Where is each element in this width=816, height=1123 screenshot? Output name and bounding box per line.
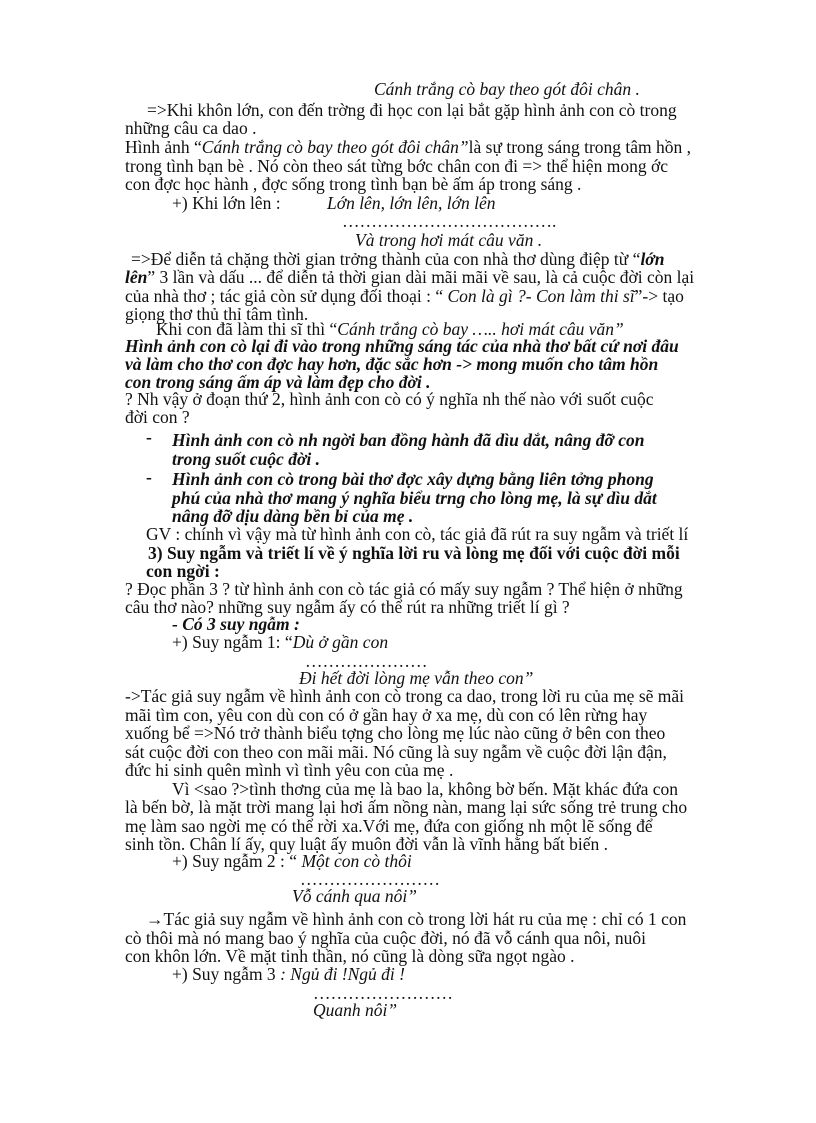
paragraph-line: giọng thơ thủ thỉ tâm tình. (125, 304, 309, 324)
paragraph-line: con khôn lớn. Về mặt tinh thần, nó cũng là dòng sữa ngọt ngào . (125, 946, 575, 966)
ellipsis-line: …………………… (313, 983, 453, 1003)
emphasis-line: con trong sáng ấm áp và làm đẹp cho đời . (125, 372, 431, 392)
paragraph-line: mãi tìm con, yêu con dù con có ở gần hay ở xa mẹ, dù con có lên rừng hay (125, 705, 648, 725)
paragraph-line: =>Khi khôn lớn, con đến trờng đi học con lại bắt gặp hình ảnh con cò trong (147, 100, 677, 120)
ellipsis-line: ………………… (305, 651, 428, 671)
paragraph-line: +) Suy ngẫm 1: “Dù ở gần con (172, 632, 389, 652)
paragraph-line: +) Suy ngẫm 3 : Ngủ đi !Ngủ đi ! (172, 964, 405, 984)
poem-line: Lớn lên, lớn lên, lớn lên (327, 193, 496, 213)
paragraph-line: là bến bờ, là mặt trời mang lại hơi ấm nồng nàn, mang lại sức sống trẻ trung cho (125, 797, 688, 817)
bullet-line: trong suốt cuộc đời . (172, 449, 320, 469)
subheading: - Có 3 suy ngẫm : (172, 614, 300, 634)
question-line: đời con ? (125, 407, 190, 427)
bullet-line: phú của nhà thơ mang ý nghĩa biểu trng cho lòng mẹ, là sự dìu dắt (172, 488, 657, 508)
bullet-line: Hình ảnh con cò nh ngời ban đồng hành đã dìu dắt, nâng đỡ con (172, 430, 645, 450)
ellipsis-line: …………………… (300, 869, 440, 889)
paragraph-line: con đợc học hành , đợc sống trong tình bạn bè ấm áp trong sáng . (125, 174, 582, 194)
bullet-line: nâng đỡ dịu dàng bền bỉ của mẹ . (172, 506, 414, 526)
poem-line: Cánh trắng cò bay theo gót đôi chân . (374, 79, 640, 99)
paragraph-line: +) Khi lớn lên : (172, 193, 281, 213)
paragraph-line: lên” 3 lần và dấu ... để diễn tả thời gian dài mãi mãi về sau, là cả cuộc đời còn lại (125, 267, 695, 287)
paragraph-line: →Tác giả suy ngẫm về hình ảnh con cò trong lời hát ru của mẹ : chỉ có 1 con (146, 909, 687, 929)
ellipsis-line: ………………………………. (342, 211, 557, 231)
question-line: ? Đọc phần 3 ? từ hình ảnh con cò tác giả có mấy suy ngẫm ? Thể hiện ở những (125, 579, 683, 599)
paragraph-line: =>Để diễn tả chặng thời gian trởng thành của con nhà thơ dùng điệp từ “lớn (131, 249, 665, 269)
paragraph-line: trong tình bạn bè . Nó còn theo sát từng bớc chân con đi => thể hiện mong ớc (125, 156, 668, 176)
paragraph-line: của nhà thơ ; tác giả còn sử dụng đối thoại : “ Con là gì ?- Con làm thi sĩ”-> tạo (125, 286, 684, 306)
paragraph-line: sát cuộc đời con theo con mãi mãi. Nó cũng là suy ngẫm về cuộc đời lận đận, (125, 742, 667, 762)
section-heading: con ngời : (146, 561, 220, 581)
paragraph-line: GV : chính vì vậy mà từ hình ảnh con cò, tác giả đã rút ra suy ngẫm và triết lí (146, 524, 689, 544)
paragraph-line: +) Suy ngẫm 2 : “ Một con cò thôi (172, 851, 412, 871)
bullet-marker: - (146, 467, 152, 487)
poem-line: Quanh nôi” (313, 1000, 398, 1020)
poem-line: Và trong hơi mát câu văn . (355, 230, 543, 250)
poem-line: Vỗ cánh qua nôi” (292, 886, 417, 906)
emphasis-line: Hình ảnh con cò lại đi vào trong những sáng tác của nhà thơ bất cứ nơi đâu (125, 336, 679, 356)
paragraph-line: xuống bể =>Nó trở thành biểu tợng cho lòng mẹ lúc nào cũng ở bên con theo (125, 723, 666, 743)
paragraph-line: Vì <sao ?>tình thơng của mẹ là bao la, không bờ bến. Mặt khác đứa con (172, 779, 679, 799)
paragraph-line: Hình ảnh “Cánh trắng cò bay theo gót đôi chân”là sự trong sáng trong tâm hồn , (125, 137, 692, 157)
paragraph-line: ->Tác giả suy ngẫm về hình ảnh con cò trong ca dao, trong lời ru của mẹ sẽ mãi (125, 686, 685, 706)
poem-line: Đi hết đời lòng mẹ vẫn theo con” (299, 668, 534, 688)
question-line: câu thơ nào? những suy ngẫm ấy có thể rút ra những triết lí gì ? (125, 597, 570, 617)
arrow-right-icon: → (146, 909, 164, 929)
bullet-line: Hình ảnh con cò trong bài thơ đợc xây dựng bằng liên tởng phong (172, 469, 654, 489)
paragraph-line: Khi con đã làm thi sĩ thì “Cánh trắng cò bay ….. hơi mát câu văn” (156, 319, 624, 339)
section-heading: 3) Suy ngẫm và triết lí về ý nghĩa lời ru và lòng mẹ đối với cuộc đời mỗi (148, 543, 680, 563)
bullet-marker: - (146, 427, 152, 447)
paragraph-line: đức hi sinh quên mình vì tình yêu con của mẹ . (125, 760, 454, 780)
paragraph-line: những câu ca dao . (125, 118, 257, 138)
paragraph-line: sinh tồn. Chân lí ấy, quy luật ấy muôn đời vẫn là vĩnh hằng bất biến . (125, 834, 608, 854)
paragraph-line: cò thôi mà nó mang bao ý nghĩa của cuộc đời, nó đã vỗ cánh qua nôi, nuôi (125, 928, 647, 948)
emphasis-line: và làm cho thơ con đợc hay hơn, đặc sắc hơn -> mong muốn cho tâm hồn (125, 354, 659, 374)
paragraph-line: mẹ làm sao ngời mẹ có thể rời xa.Với mẹ, đứa con giống nh một lẽ sống để (125, 816, 653, 836)
question-line: ? Nh vậy ở đoạn thứ 2, hình ảnh con cò có ý nghĩa nh thế nào với suốt cuộc (125, 389, 654, 409)
